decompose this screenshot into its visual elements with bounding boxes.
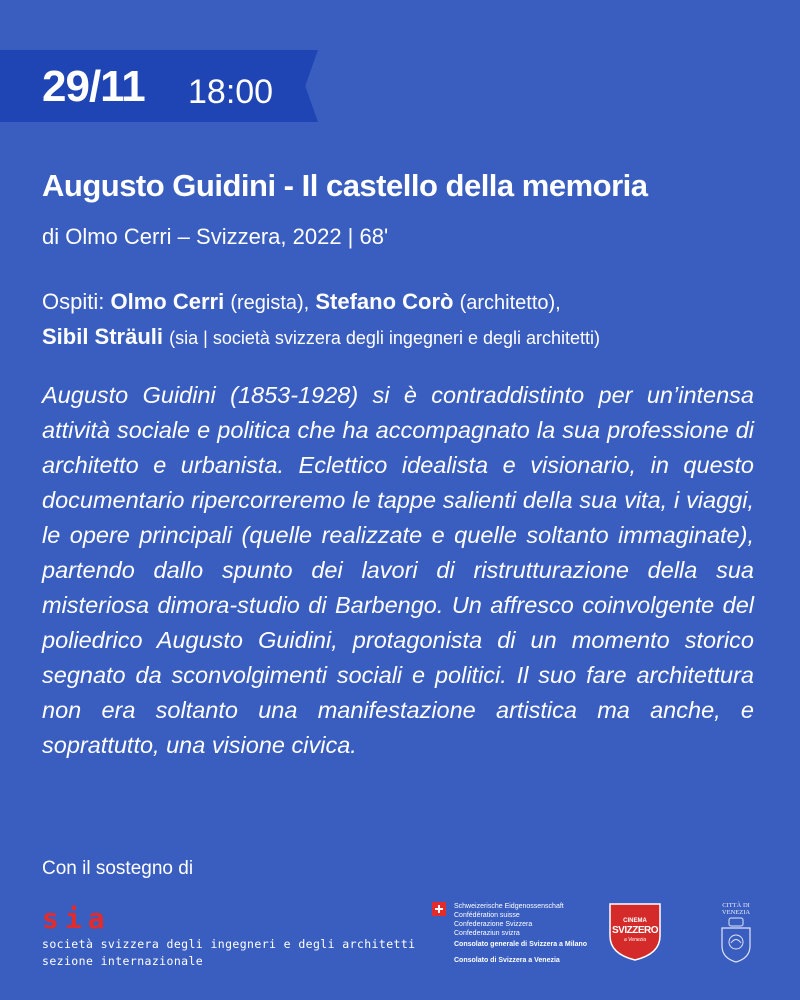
guest-name: Stefano Corò <box>315 289 454 314</box>
event-date: 29/11 <box>42 62 145 111</box>
venezia-line: VENEZIA <box>721 909 751 916</box>
guest-role: (sia | società svizzera degli ingegneri e degli architetti) <box>169 328 601 348</box>
guest-role: (regista), <box>230 292 310 314</box>
cinema-line: CINEMA <box>623 918 647 924</box>
cinema-line: SVIZZERO <box>611 925 658 936</box>
swiss-name-line: Confédération suisse <box>454 912 520 919</box>
consolato-venezia: Consolato di Svizzera a Venezia <box>454 957 560 964</box>
guest-name: Sibil Sträuli <box>42 324 164 349</box>
guests-label: Ospiti: <box>42 289 105 314</box>
swiss-name-line: Confederaziun svizra <box>454 930 520 937</box>
swiss-names <box>454 902 604 938</box>
swiss-name-line: Confederazione Svizzera <box>454 921 533 928</box>
citta-di-venezia-logo <box>716 902 756 966</box>
guest-role: (architetto), <box>459 292 561 314</box>
sia-line: società svizzera degli ingegneri e degli architetti <box>42 937 416 951</box>
support-label: Con il sostegno di <box>42 858 194 879</box>
consolato-milano: Consolato generale di Svizzera a Milano <box>454 941 588 948</box>
cinema-line: a Venezia <box>623 937 647 943</box>
swiss-flag-icon <box>432 902 446 916</box>
sia-line: sezione internazionale <box>42 954 204 968</box>
synopsis: Augusto Guidini (1853-1928) si è contraddistinto per un’intensa attività sociale e politica che ha accompagnato la sua professione di architetto e urbanista. Eclettico idealista e visionario, in questo documentario ripercorreremo le tappe salienti della sua vita, i viaggi, le opere principali (quelle realizzate e quelle soltanto immaginate), partendo dallo spunto dei lavori di ristrutturazione della sua misteriosa dimora-studio di Barbengo. Un affresco coinvolgente del poliedrico Augusto Guidini, protagonista di un momento storico segnato da sconvolgimenti sociali e politici. Il suo fare architettura non era soltanto una manifestazione artistica ma anche, e soprattutto, una visione civica. <box>42 382 754 758</box>
guest-name: Olmo Cerri <box>110 289 225 314</box>
guests-block <box>42 285 762 355</box>
event-credits: di Olmo Cerri – Svizzera, 2022 | 68' <box>42 224 389 249</box>
venezia-line: CITTÀ DI <box>722 902 750 909</box>
swiss-name-line: Schweizerische Eidgenossenschaft <box>454 903 564 910</box>
event-time: 18:00 <box>188 73 274 111</box>
sia-subtitle <box>42 936 416 970</box>
event-title: Augusto Guidini - Il castello della memoria <box>42 168 648 203</box>
sia-logo: sia <box>42 902 111 935</box>
venezia-crest-icon <box>716 916 756 964</box>
cinema-svizzero-logo <box>608 902 662 962</box>
